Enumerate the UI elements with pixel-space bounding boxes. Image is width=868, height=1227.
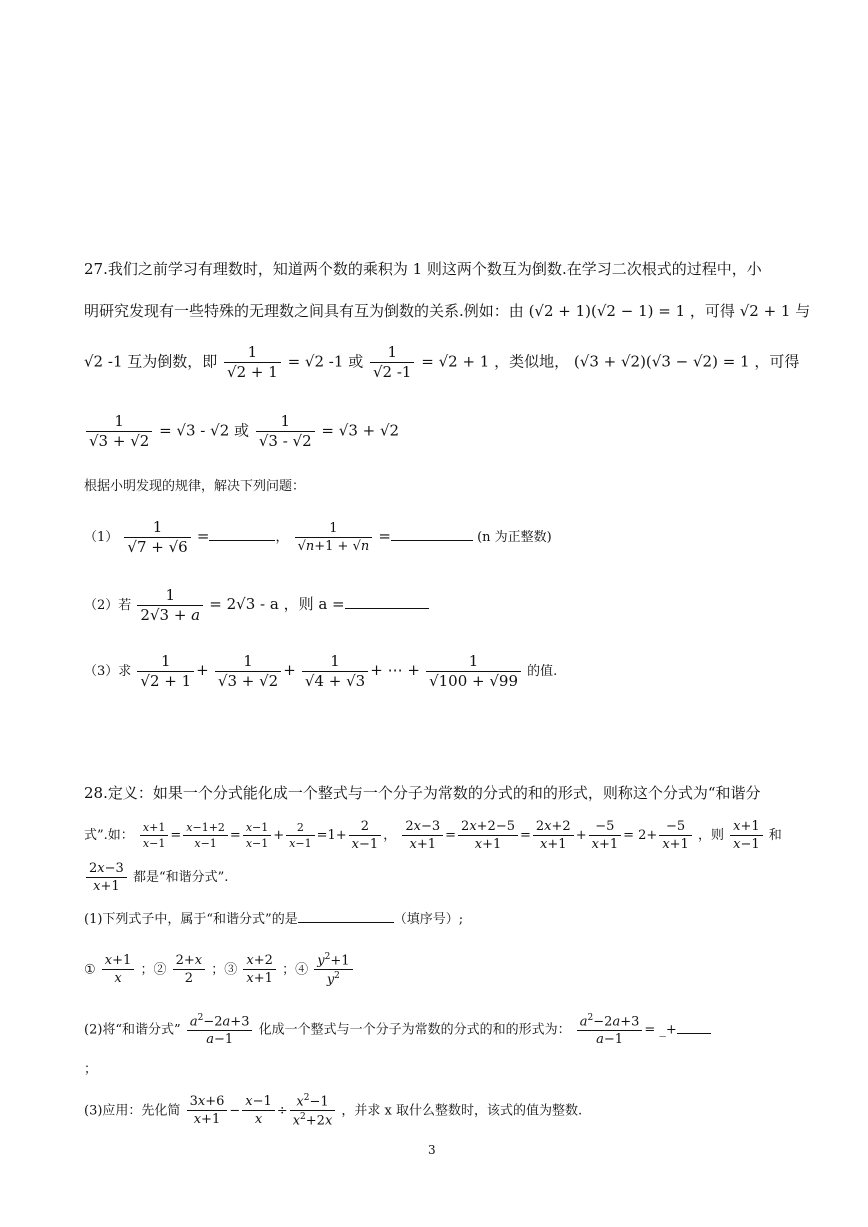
q28-part1-tail: （填序号）; xyxy=(393,912,464,927)
q28-part2-semicolon: ； xyxy=(84,1062,98,1077)
q27-part2-mid: = 2√3 - a ，则 a = xyxy=(209,595,345,613)
q27-eq3: = √3 - √2 xyxy=(159,421,230,440)
example-frac-j: $\frac{-5}{x+1}$ xyxy=(659,820,692,851)
q28-line3 xyxy=(84,862,228,893)
q28-part3-tail: ，并求 x 取什么整数时，该式的值为整数. xyxy=(341,1103,583,1119)
q27-rule: 根据小明发现的规律，解决下列问题： xyxy=(84,479,306,494)
option-2-label: ；② xyxy=(140,962,167,978)
q27-line2 xyxy=(84,304,810,319)
fraction-term-1: $\frac{1}{√2 + 1}$ xyxy=(137,654,194,689)
fraction-term-2: $\frac{1}{√3 + √2}$ xyxy=(215,654,281,689)
example-frac-a: $\frac{x+1}{x-1}$ xyxy=(140,822,168,849)
q27-line3-a: √2 -1 互为倒数，即 xyxy=(84,352,218,371)
q28-line3-tail: 都是“和谐分式”. xyxy=(132,870,229,885)
fraction-term-last: $\frac{1}{√100 + √99}$ xyxy=(426,654,521,689)
q27-part1-note: (n 为正整数) xyxy=(477,530,552,545)
simplify-frac-3: $\frac{x^2-1}{x^2+2x}$ xyxy=(290,1094,336,1128)
option-2-frac: $\frac{2+x}{2}$ xyxy=(173,954,206,985)
answer-blank-3[interactable] xyxy=(345,608,429,609)
option-3-label: ；③ xyxy=(211,962,238,978)
q27-part2 xyxy=(84,588,429,623)
q27-line2-text: 明研究发现有一些特殊的无理数之间具有互为倒数的关系.例如：由 xyxy=(84,302,524,320)
fraction-1-over-sqrt3-minus-sqrt2: $\frac{1}{√3 - √2}$ xyxy=(256,414,315,449)
harmony-frac: $\frac{a^2-2a+3}{a-1}$ xyxy=(187,1014,253,1046)
q28-part2-end: _+ xyxy=(659,1022,677,1038)
q28-part2-mid: 化成一个整式与一个分子为常数的分式的和的形式为： xyxy=(258,1022,571,1038)
q28-line2: 式”.如： $\frac{x+1}{x-1}$ = $\frac{x-1+2}{x-1}$ = $\frac{x-1}{x-1}$ + $\frac{2}{x-1}$ =1+ $\frac{2}{x-1}$ ， $\frac{2x-3}{x+1}$ = $\frac{2x+2-5}{x+1}$ = $\frac{2x+2}{x+1}$ + $\frac{-5}{x+1}$ = 2+ $\frac{-5}{x+1}$ ，则 $\frac{x+1}{x-1}$ 和 xyxy=(84,819,782,852)
q28-part2: (2)将“和谐分式” $\frac{a^2-2a+3}{a-1}$ 化成一个整式与一个分子为常数的分式的和的形式为： $\frac{a^2-2a+3}{a-1}$ = _+ xyxy=(84,1014,711,1046)
q28-part1 xyxy=(84,913,463,926)
q27-part3-tail: 的值. xyxy=(527,664,558,679)
q27-eq2: = √2 + 1 xyxy=(421,352,490,371)
q28-line2-and: 和 xyxy=(768,828,782,843)
option-3-frac: $\frac{x+2}{x+1}$ xyxy=(243,954,276,985)
q27-line2-expr: (√2 + 1)(√2 − 1) = 1 xyxy=(528,302,686,320)
q28-part3: (3)应用：先化简 $\frac{3x+6}{x+1}$ − $\frac{x-1}{x}$ ÷ $\frac{x^2-1}{x^2+2x}$ ，并求 x 取什么整数时，该式的值为整数. xyxy=(84,1093,583,1129)
fraction-1-over-sqrt2-minus-1: $\frac{1}{√2 -1}$ xyxy=(370,345,414,380)
fraction-1-over-2sqrt3-plus-a: $\frac{1}{2√3 + a}$ xyxy=(137,588,203,623)
q27-part3-label: （3）求 xyxy=(84,664,132,679)
example-frac-k: $\frac{x+1}{x-1}$ xyxy=(730,820,763,851)
q27-line3-c: ，类似地， xyxy=(494,352,570,371)
example-frac-f: $\frac{2x-3}{x+1}$ xyxy=(402,820,443,851)
q28-line2-then: ，则 xyxy=(697,828,724,843)
simplify-frac-2: $\frac{x-1}{x}$ xyxy=(242,1095,275,1126)
fraction-1-over-sqrt3-plus-sqrt2: $\frac{1}{√3 + √2}$ xyxy=(86,414,152,449)
q27-eq4: = √3 + √2 xyxy=(321,421,400,440)
q27-part1-label: （1） xyxy=(84,530,119,545)
harmony-frac-2: $\frac{a^2-2a+3}{a-1}$ xyxy=(577,1014,643,1046)
fraction-term-3: $\frac{1}{√4 + √3}$ xyxy=(302,654,368,689)
q27-line3-e: ，可得 xyxy=(754,352,800,371)
answer-blank-5[interactable] xyxy=(677,1033,711,1034)
example-frac-e: $\frac{2}{x-1}$ xyxy=(349,820,382,851)
example-frac-i: $\frac{-5}{x+1}$ xyxy=(589,820,622,851)
q27-line2-tail: ，可得 xyxy=(689,302,735,320)
q27-part1: （1） $\frac{1}{√7 + √6}$ = ， $\frac{1}{√n+1 + √n}$ = (n 为正整数) xyxy=(84,518,552,556)
option-1-label: ① xyxy=(84,962,96,978)
q27-line4-mid: 或 xyxy=(234,421,250,440)
q28-options xyxy=(84,953,355,987)
answer-blank-2[interactable] xyxy=(391,540,473,541)
option-4-frac: $\frac{y^2+1}{y^2}$ xyxy=(314,953,352,987)
q27-eq1: = √2 -1 xyxy=(287,352,344,371)
q27-line3 xyxy=(84,345,799,380)
q27-line4 xyxy=(84,414,399,449)
q27-part2-label: （2）若 xyxy=(84,598,132,613)
fraction-1-over-sqrt7-plus-sqrt6: $\frac{1}{√7 + √6}$ xyxy=(124,520,190,555)
example-frac-b: $\frac{x-1+2}{x-1}$ xyxy=(183,822,228,849)
q27-part3: （3）求 $\frac{1}{√2 + 1}$ + $\frac{1}{√3 + √2}$ + $\frac{1}{√4 + √3}$ + ⋯ + $\frac{1}{√100 + √99}$ 的值. xyxy=(84,652,558,690)
fraction-1-over-sqrt-n1-plus-sqrt-n: $\frac{1}{√n+1 + √n}$ xyxy=(295,522,373,553)
option-4-label: ；④ xyxy=(282,962,309,978)
q27-line1: 27.我们之前学习有理数时，知道两个数的乘积为 1 则这两个数互为倒数.在学习二次根式的过程中，小 xyxy=(84,260,762,278)
q28-line2-start: 式”.如： xyxy=(84,828,134,843)
q27-line3-d: (√3 + √2)(√3 − √2) = 1 xyxy=(573,352,750,371)
example-frac-g: $\frac{2x+2-5}{x+1}$ xyxy=(458,820,518,851)
fraction-1-over-sqrt2-plus-1: $\frac{1}{√2 + 1}$ xyxy=(224,345,281,380)
option-1-frac: $\frac{x+1}{x}$ xyxy=(102,954,135,985)
example-frac-c: $\frac{x-1}{x-1}$ xyxy=(243,822,271,849)
answer-blank-4[interactable] xyxy=(298,922,394,923)
answer-blank-1[interactable] xyxy=(209,540,275,541)
q27-line3-b: 或 xyxy=(348,352,364,371)
example-frac-d: $\frac{2}{x-1}$ xyxy=(286,822,314,849)
example-frac-l: $\frac{2x-3}{x+1}$ xyxy=(86,862,127,893)
q28-line1: 28.定义：如果一个分式能化成一个整式与一个分子为常数的分式的和的形式，则称这个分式为“和谐分 xyxy=(84,784,761,802)
simplify-frac-1: $\frac{3x+6}{x+1}$ xyxy=(187,1095,228,1126)
q28-part2-start: (2)将“和谐分式” xyxy=(84,1022,181,1038)
example-frac-h: $\frac{2x+2}{x+1}$ xyxy=(533,820,574,851)
q28-part1-text: (1)下列式子中，属于“和谐分式”的是 xyxy=(84,912,298,927)
page-number: 3 xyxy=(428,1143,436,1157)
q27-line2-end: √2 + 1 与 xyxy=(739,302,811,320)
q28-part3-start: (3)应用：先化简 xyxy=(84,1103,181,1119)
